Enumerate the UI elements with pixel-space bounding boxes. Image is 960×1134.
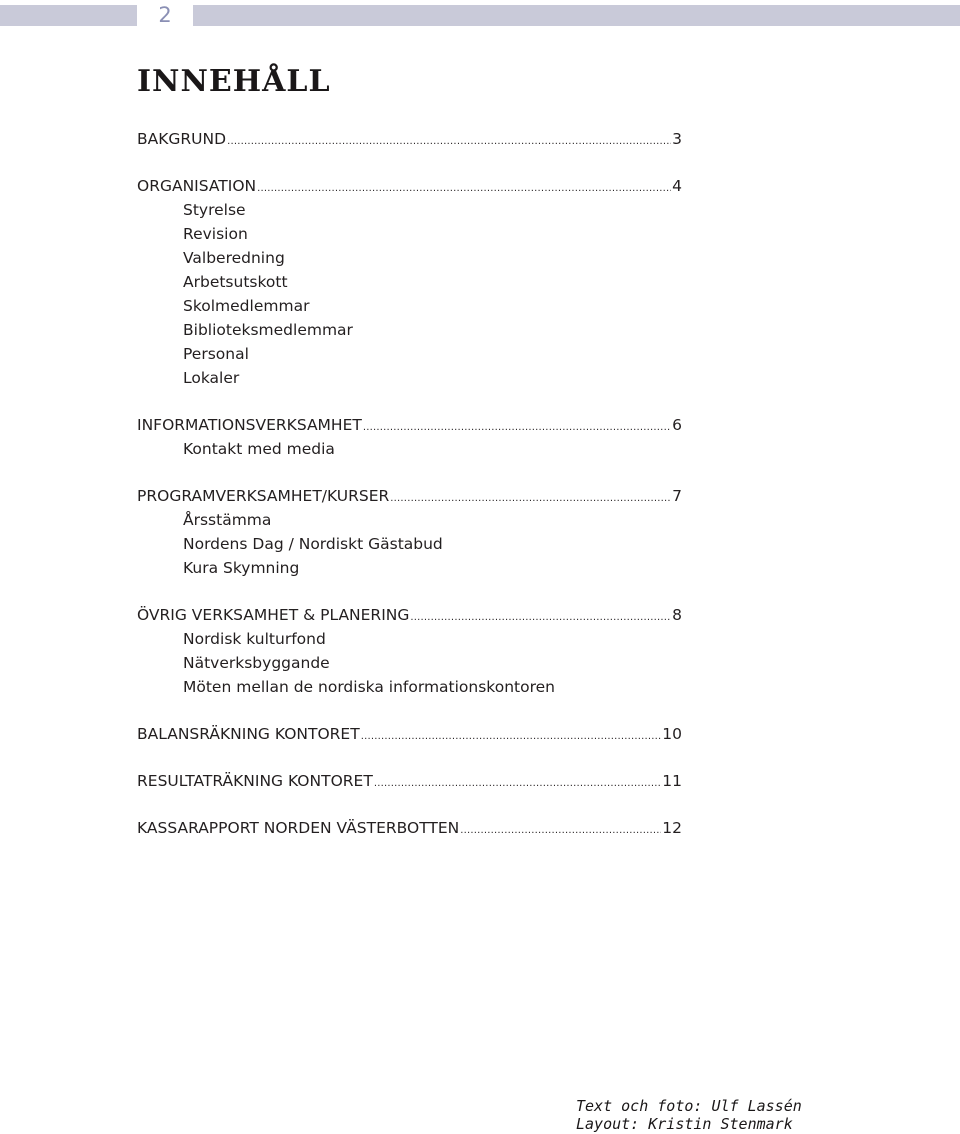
toc-subentry: Kura Skymning [183,559,300,577]
toc-entry-page: 11 [662,772,682,790]
layout-credit: Layout: Kristin Stenmark [576,1115,793,1133]
toc-gap [137,390,682,413]
toc-entry-title: BALANSRÄKNING KONTORET [137,725,360,743]
toc-gap [137,746,682,769]
toc-entry-title: RESULTATRÄKNING KONTORET [137,772,373,790]
toc-subentry: Nordens Dag / Nordiskt Gästabud [183,535,443,553]
toc-subentry: Nätverksbyggande [183,654,330,672]
toc-dot-leader [410,603,671,627]
toc-entry-page: 10 [662,725,682,743]
toc-entry [137,413,682,437]
page-number: 2 [158,3,172,27]
toc-dot-leader [390,484,671,508]
toc-subentry: Biblioteksmedlemmar [183,321,353,339]
table-of-contents [137,127,682,840]
toc-entry [137,127,682,151]
toc-dot-leader [227,127,671,151]
toc-gap [137,461,682,484]
toc-entry-title: BAKGRUND [137,130,227,148]
toc-entry [137,484,682,508]
toc-dot-leader [460,816,661,840]
toc-entry [137,816,682,840]
toc-gap [137,699,682,722]
toc-subentry: Arbetsutskott [183,273,288,291]
toc-entry-title: PROGRAMVERKSAMHET/KURSER [137,487,390,505]
toc-gap [137,580,682,603]
toc-entry-page: 12 [662,819,682,837]
toc-entry-title: INFORMATIONSVERKSAMHET [137,416,362,434]
toc-subentry: Möten mellan de nordiska informationskontoren [183,678,555,696]
header-bar-right [193,5,960,26]
credits [576,1097,802,1133]
toc-subentry: Revision [183,225,248,243]
toc-dot-leader [363,413,671,437]
toc-entry-page: 3 [672,130,682,148]
toc-subentry: Årsstämma [183,511,272,529]
toc-entry-title: KASSARAPPORT NORDEN VÄSTERBOTTEN [137,819,460,837]
toc-subentry: Nordisk kulturfond [183,630,326,648]
toc-gap [137,151,682,174]
toc-entry-title: ORGANISATION [137,177,257,195]
toc-entry-page: 6 [672,416,682,434]
toc-entry-page: 7 [672,487,682,505]
toc-subentry: Styrelse [183,201,246,219]
toc-subentry: Kontakt med media [183,440,335,458]
header-bar-left [0,5,137,26]
toc-entry [137,603,682,627]
toc-subentry: Personal [183,345,249,363]
toc-subentry: Valberedning [183,249,285,267]
toc-entry-page: 4 [672,177,682,195]
toc-entry-title: ÖVRIG VERKSAMHET & PLANERING [137,606,410,624]
toc-entry [137,769,682,793]
toc-entry-page: 8 [672,606,682,624]
toc-dot-leader [257,174,671,198]
toc-dot-leader [361,722,662,746]
toc-subentry: Skolmedlemmar [183,297,310,315]
toc-entry [137,722,682,746]
photo-credit: Text och foto: Ulf Lassén [576,1097,802,1115]
toc-subentry: Lokaler [183,369,240,387]
toc-dot-leader [374,769,661,793]
toc-entry [137,174,682,198]
toc-gap [137,793,682,816]
page-title: INNEHÅLL [137,64,331,99]
